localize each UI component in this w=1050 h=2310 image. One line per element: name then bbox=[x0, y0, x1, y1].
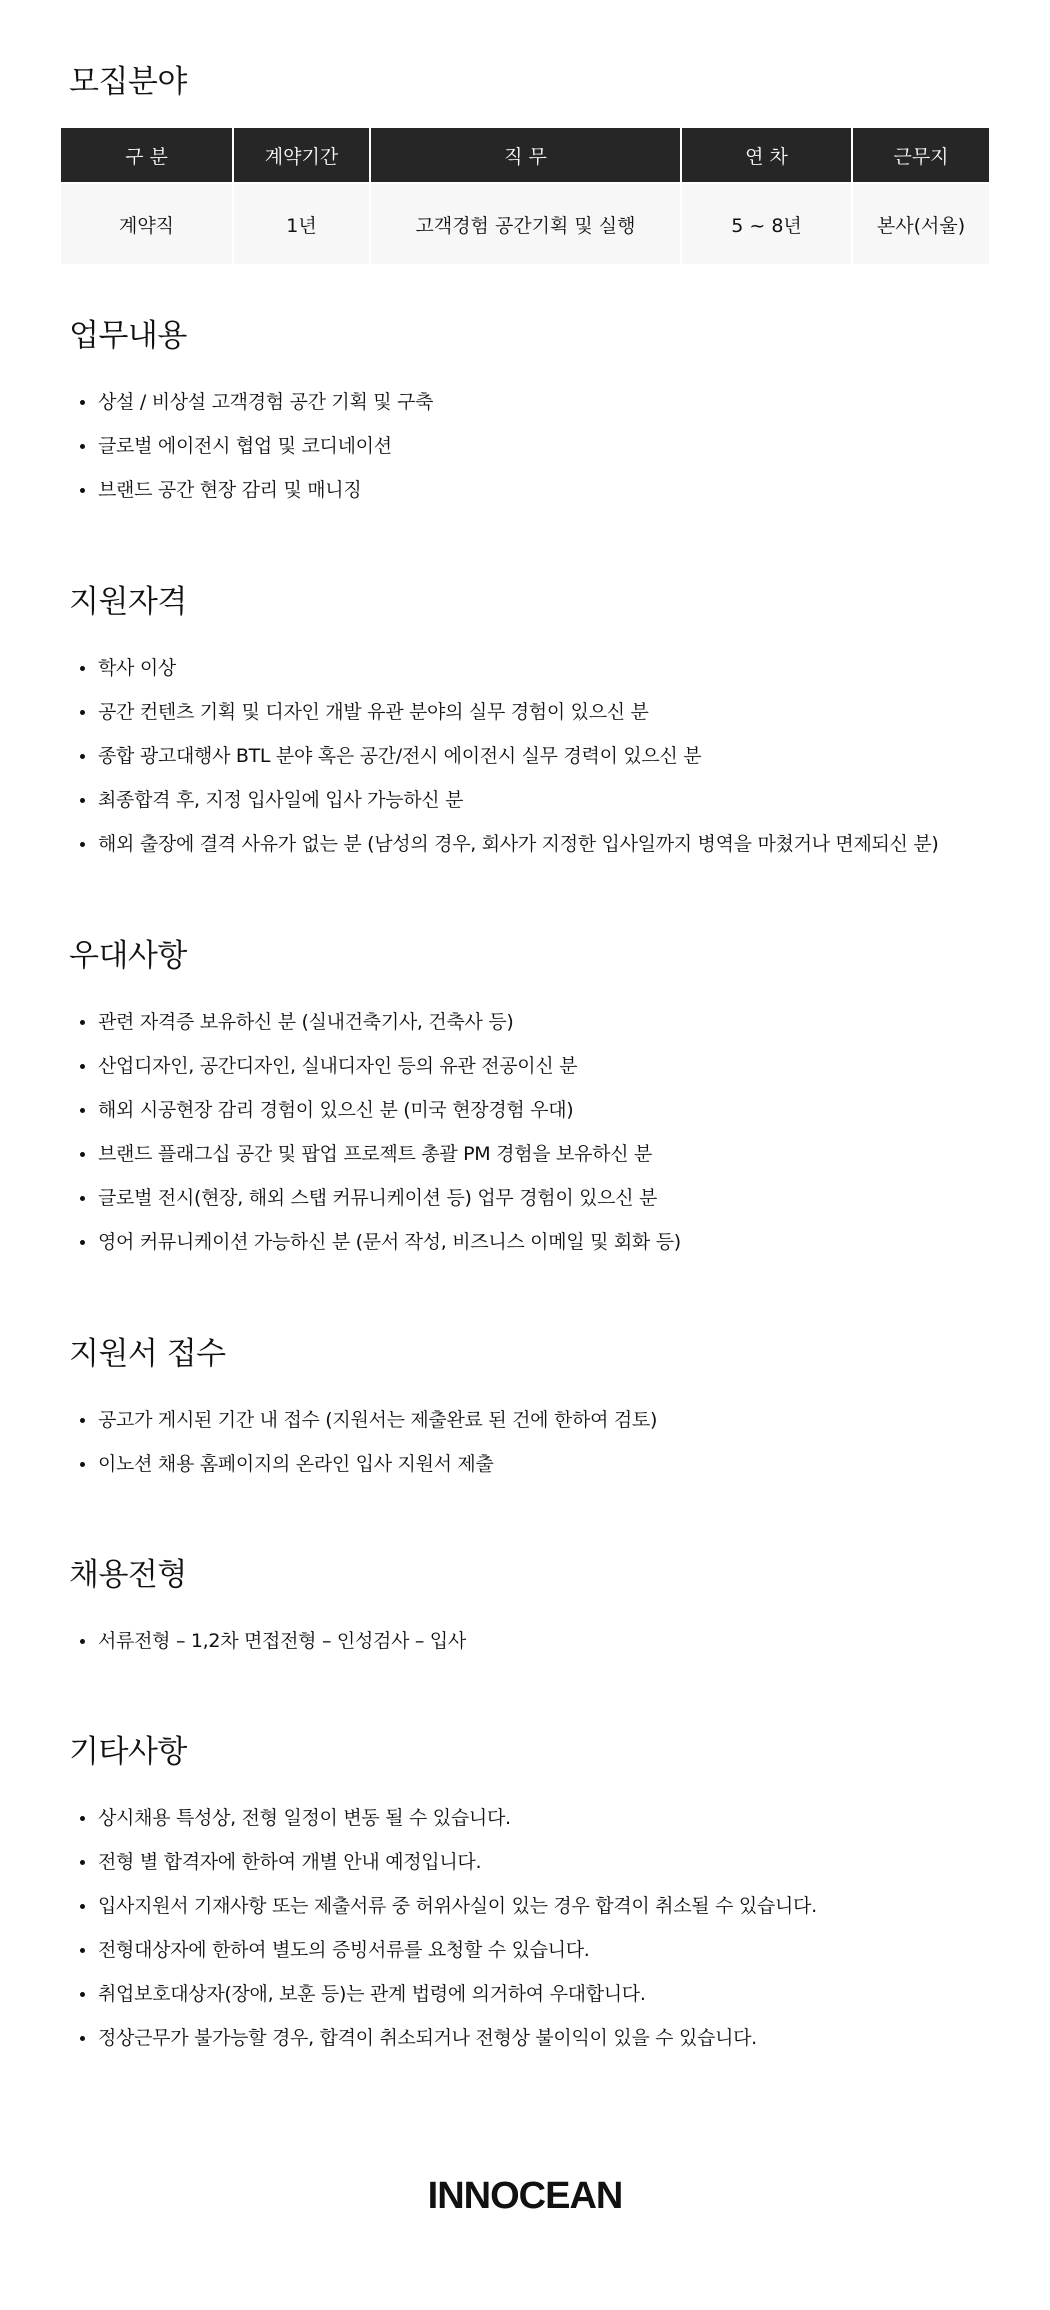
duties-list bbox=[61, 388, 989, 520]
table-row bbox=[61, 183, 989, 264]
table-header-row bbox=[61, 128, 989, 183]
list-item: 관련 자격증 보유하신 분 (실내건축기사, 건축사 등) bbox=[61, 1008, 989, 1052]
list-item: 학사 이상 bbox=[61, 654, 989, 698]
preferred-title: 우대사항 bbox=[69, 938, 187, 974]
list-item: 전형대상자에 한하여 별도의 증빙서류를 요청할 수 있습니다. bbox=[61, 1936, 989, 1980]
header-years: 연 차 bbox=[681, 128, 852, 183]
header-contract-period: 계약기간 bbox=[233, 128, 370, 183]
list-item: 브랜드 공간 현장 감리 및 매니징 bbox=[61, 476, 989, 520]
list-item: 산업디자인, 공간디자인, 실내디자인 등의 유관 전공이신 분 bbox=[61, 1052, 989, 1096]
list-item: 영어 커뮤니케이션 가능하신 분 (문서 작성, 비즈니스 이메일 및 회화 등) bbox=[61, 1228, 989, 1272]
recruit-table bbox=[61, 128, 989, 264]
cell-contract-period: 1년 bbox=[233, 183, 370, 264]
cell-years: 5 ~ 8년 bbox=[681, 183, 852, 264]
list-item: 공간 컨텐츠 기획 및 디자인 개발 유관 분야의 실무 경험이 있으신 분 bbox=[61, 698, 989, 742]
etc-title: 기타사항 bbox=[69, 1734, 187, 1770]
list-item: 종합 광고대행사 BTL 분야 혹은 공간/전시 에이전시 실무 경력이 있으신 분 bbox=[61, 742, 989, 786]
list-item: 해외 출장에 결격 사유가 없는 분 (남성의 경우, 회사가 지정한 입사일까지 병역을 마쳤거나 면제되신 분) bbox=[61, 830, 989, 874]
cell-job: 고객경험 공간기획 및 실행 bbox=[370, 183, 681, 264]
application-list bbox=[61, 1406, 989, 1494]
list-item: 글로벌 에이전시 협업 및 코디네이션 bbox=[61, 432, 989, 476]
list-item: 이노션 채용 홈페이지의 온라인 입사 지원서 제출 bbox=[61, 1450, 989, 1494]
list-item: 입사지원서 기재사항 또는 제출서류 중 허위사실이 있는 경우 합격이 취소될 수 있습니다. bbox=[61, 1892, 989, 1936]
list-item: 전형 별 합격자에 한하여 개별 안내 예정입니다. bbox=[61, 1848, 989, 1892]
list-item: 상설 / 비상설 고객경험 공간 기획 및 구축 bbox=[61, 388, 989, 432]
list-item: 정상근무가 불가능할 경우, 합격이 취소되거나 전형상 불이익이 있을 수 있습니다. bbox=[61, 2024, 989, 2068]
list-item: 취업보호대상자(장애, 보훈 등)는 관계 법령에 의거하여 우대합니다. bbox=[61, 1980, 989, 2024]
list-item: 해외 시공현장 감리 경험이 있으신 분 (미국 현장경험 우대) bbox=[61, 1096, 989, 1140]
process-title: 채용전형 bbox=[69, 1557, 187, 1593]
process-list bbox=[61, 1627, 989, 1671]
recruit-title: 모집분야 bbox=[69, 64, 187, 100]
list-item: 브랜드 플래그십 공간 및 팝업 프로젝트 총괄 PM 경험을 보유하신 분 bbox=[61, 1140, 989, 1184]
list-item: 서류전형 – 1,2차 면접전형 – 인성검사 – 입사 bbox=[61, 1627, 989, 1671]
header-location: 근무지 bbox=[852, 128, 989, 183]
application-title: 지원서 접수 bbox=[69, 1336, 226, 1372]
list-item: 최종합격 후, 지정 입사일에 입사 가능하신 분 bbox=[61, 786, 989, 830]
cell-category: 계약직 bbox=[61, 183, 233, 264]
list-item: 글로벌 전시(현장, 해외 스탭 커뮤니케이션 등) 업무 경험이 있으신 분 bbox=[61, 1184, 989, 1228]
etc-list bbox=[61, 1804, 989, 2068]
qualifications-title: 지원자격 bbox=[69, 584, 187, 620]
duties-title: 업무내용 bbox=[69, 318, 187, 354]
list-item: 공고가 게시된 기간 내 접수 (지원서는 제출완료 된 건에 한하여 검토) bbox=[61, 1406, 989, 1450]
qualifications-list bbox=[61, 654, 989, 874]
header-job: 직 무 bbox=[370, 128, 681, 183]
cell-location: 본사(서울) bbox=[852, 183, 989, 264]
list-item: 상시채용 특성상, 전형 일정이 변동 될 수 있습니다. bbox=[61, 1804, 989, 1848]
header-category: 구 분 bbox=[61, 128, 233, 183]
preferred-list bbox=[61, 1008, 989, 1272]
innocean-logo: INNOCEAN bbox=[427, 2175, 623, 2217]
